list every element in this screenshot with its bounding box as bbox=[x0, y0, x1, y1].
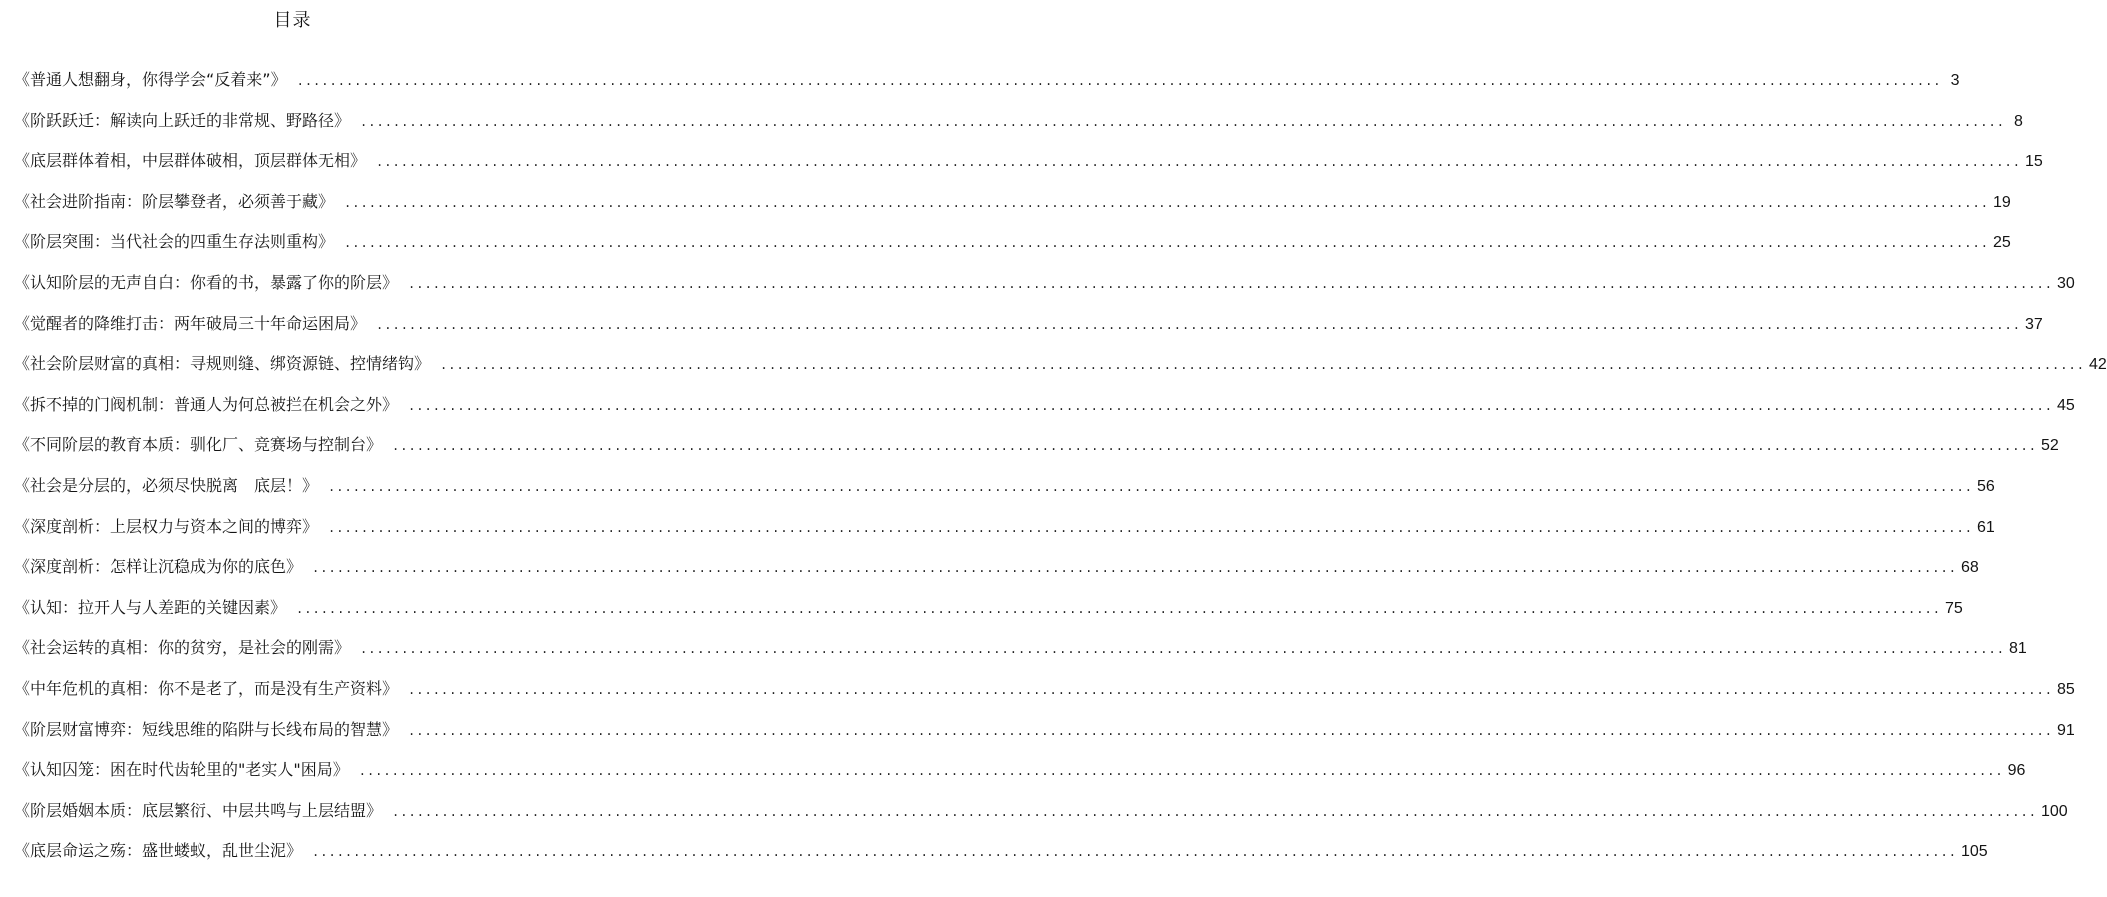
toc-entry-page: 37 bbox=[2024, 315, 2043, 333]
dot-leader: ........................................................................................................................................................................................................ bbox=[408, 398, 2053, 413]
dot-leader: ........................................................................................................................................................................................................ bbox=[312, 561, 1957, 576]
toc-entry-page: 75 bbox=[1944, 599, 1963, 617]
toc-entry-page: 25 bbox=[1992, 234, 2011, 252]
toc-entry-title: 《阶跃跃迁：解读向上跃迁的非常规、野路径》 bbox=[14, 110, 351, 130]
toc-entry[interactable] bbox=[14, 263, 2075, 304]
toc-entry[interactable] bbox=[14, 628, 2027, 669]
table-of-contents bbox=[14, 60, 2107, 872]
page-title: 目录 bbox=[273, 10, 312, 31]
toc-entry-title: 《认知囚笼：困在时代齿轮里的"老实人"困局》 bbox=[14, 760, 349, 780]
toc-entry-page: 30 bbox=[2056, 274, 2075, 292]
toc-entry[interactable] bbox=[14, 710, 2075, 751]
dot-leader: ........................................................................................................................................................................................................ bbox=[408, 276, 2053, 291]
toc-entry-page: 85 bbox=[2056, 680, 2075, 698]
toc-entry[interactable] bbox=[14, 425, 2059, 466]
toc-entry[interactable] bbox=[14, 304, 2043, 345]
toc-entry[interactable] bbox=[14, 344, 2107, 385]
toc-entry[interactable] bbox=[14, 141, 2043, 182]
toc-entry-page: 45 bbox=[2056, 396, 2075, 414]
toc-entry-page: 105 bbox=[1960, 843, 1988, 861]
toc-entry-title: 《阶层突围：当代社会的四重生存法则重构》 bbox=[14, 232, 335, 252]
toc-entry-title: 《深度剖析：上层权力与资本之间的博弈》 bbox=[14, 516, 319, 536]
dot-leader: ........................................................................................................................................................................................................ bbox=[392, 439, 2037, 454]
dot-leader: ........................................................................................................................................................................................................ bbox=[344, 195, 1989, 210]
dot-leader: ........................................................................................................................................................................................................ bbox=[392, 804, 2037, 819]
toc-entry[interactable] bbox=[14, 222, 2011, 263]
dot-leader: ........................................................................................................................................................................................................ bbox=[358, 764, 2004, 779]
dot-leader: ........................................................................................................................................................................................................ bbox=[328, 479, 1973, 494]
dot-leader: ........................................................................................................................................................................................................ bbox=[376, 317, 2021, 332]
dot-leader: ........................................................................................................................................................................................................ bbox=[360, 642, 2005, 657]
toc-entry-title: 《普通人想翻身，你得学会“反着来”》 bbox=[14, 70, 287, 89]
toc-entry-page: 100 bbox=[2040, 802, 2068, 820]
toc-entry-page: 42 bbox=[2088, 356, 2107, 374]
dot-leader: ........................................................................................................................................................................................................ bbox=[296, 74, 1942, 88]
toc-entry[interactable] bbox=[14, 101, 2023, 142]
toc-entry-title: 《不同阶层的教育本质：驯化厂、竞赛场与控制台》 bbox=[14, 435, 383, 455]
toc-entry-page: 96 bbox=[2007, 762, 2026, 780]
toc-entry-title: 《认知阶层的无声自白：你看的书，暴露了你的阶层》 bbox=[14, 272, 399, 292]
dot-leader: ........................................................................................................................................................................................................ bbox=[408, 682, 2053, 697]
toc-entry-page: 3 bbox=[1950, 72, 1960, 89]
toc-entry-title: 《拆不掉的门阀机制：普通人为何总被拦在机会之外》 bbox=[14, 394, 399, 414]
toc-entry-page: 81 bbox=[2008, 640, 2027, 658]
toc-entry-page: 52 bbox=[2040, 437, 2059, 455]
toc-entry-title: 《阶层财富博弈：短线思维的陷阱与长线布局的智慧》 bbox=[14, 719, 399, 739]
toc-entry-page: 56 bbox=[1976, 477, 1995, 495]
toc-entry-page: 19 bbox=[1992, 193, 2011, 211]
toc-entry-title: 《底层命运之殇：盛世蝼蚁，乱世尘泥》 bbox=[14, 841, 303, 861]
toc-entry[interactable] bbox=[14, 182, 2011, 223]
toc-entry-page: 15 bbox=[2024, 153, 2043, 171]
toc-entry-title: 《社会是分层的，必须尽快脱离 底层！》 bbox=[14, 475, 319, 495]
dot-leader: ........................................................................................................................................................................................................ bbox=[312, 845, 1957, 860]
toc-entry[interactable] bbox=[14, 831, 1988, 872]
toc-entry[interactable] bbox=[14, 791, 2068, 832]
dot-leader: ........................................................................................................................................................................................................ bbox=[328, 520, 1973, 535]
toc-entry[interactable] bbox=[14, 669, 2075, 710]
toc-entry-title: 《阶层婚姻本质：底层繁衍、中层共鸣与上层结盟》 bbox=[14, 800, 383, 820]
toc-entry-page: 8 bbox=[2014, 112, 2023, 130]
toc-entry[interactable] bbox=[14, 466, 1995, 507]
toc-entry-title: 《深度剖析：怎样让沉稳成为你的底色》 bbox=[14, 557, 303, 577]
toc-entry-page: 91 bbox=[2056, 721, 2075, 739]
dot-leader: ........................................................................................................................................................................................................ bbox=[376, 155, 2021, 170]
dot-leader: ........................................................................................................................................................................................................ bbox=[344, 236, 1989, 251]
toc-entry-title: 《中年危机的真相：你不是老了，而是没有生产资料》 bbox=[14, 678, 399, 698]
toc-entry[interactable] bbox=[14, 547, 1979, 588]
toc-entry[interactable] bbox=[14, 385, 2075, 426]
dot-leader: ........................................................................................................................................................................................................ bbox=[296, 601, 1941, 616]
dot-leader: ........................................................................................................................................................................................................ bbox=[360, 114, 2005, 129]
toc-entry-title: 《社会阶层财富的真相：寻规则缝、绑资源链、控情绪钩》 bbox=[14, 354, 431, 374]
toc-entry[interactable] bbox=[14, 507, 1995, 548]
toc-entry-title: 《觉醒者的降维打击：两年破局三十年命运困局》 bbox=[14, 313, 367, 333]
toc-entry-page: 68 bbox=[1960, 559, 1979, 577]
toc-entry[interactable] bbox=[14, 750, 2026, 791]
toc-entry-title: 《认知：拉开人与人差距的关键因素》 bbox=[14, 597, 287, 617]
dot-leader: ........................................................................................................................................................................................................ bbox=[408, 723, 2053, 738]
dot-leader: ........................................................................................................................................................................................................ bbox=[440, 358, 2085, 373]
toc-entry-title: 《底层群体着相，中层群体破相，顶层群体无相》 bbox=[14, 151, 367, 171]
toc-entry[interactable] bbox=[14, 60, 1960, 101]
toc-entry-title: 《社会进阶指南：阶层攀登者，必须善于藏》 bbox=[14, 191, 335, 211]
toc-entry[interactable] bbox=[14, 588, 1963, 629]
toc-entry-page: 61 bbox=[1976, 518, 1995, 536]
toc-entry-title: 《社会运转的真相：你的贫穷，是社会的刚需》 bbox=[14, 638, 351, 658]
